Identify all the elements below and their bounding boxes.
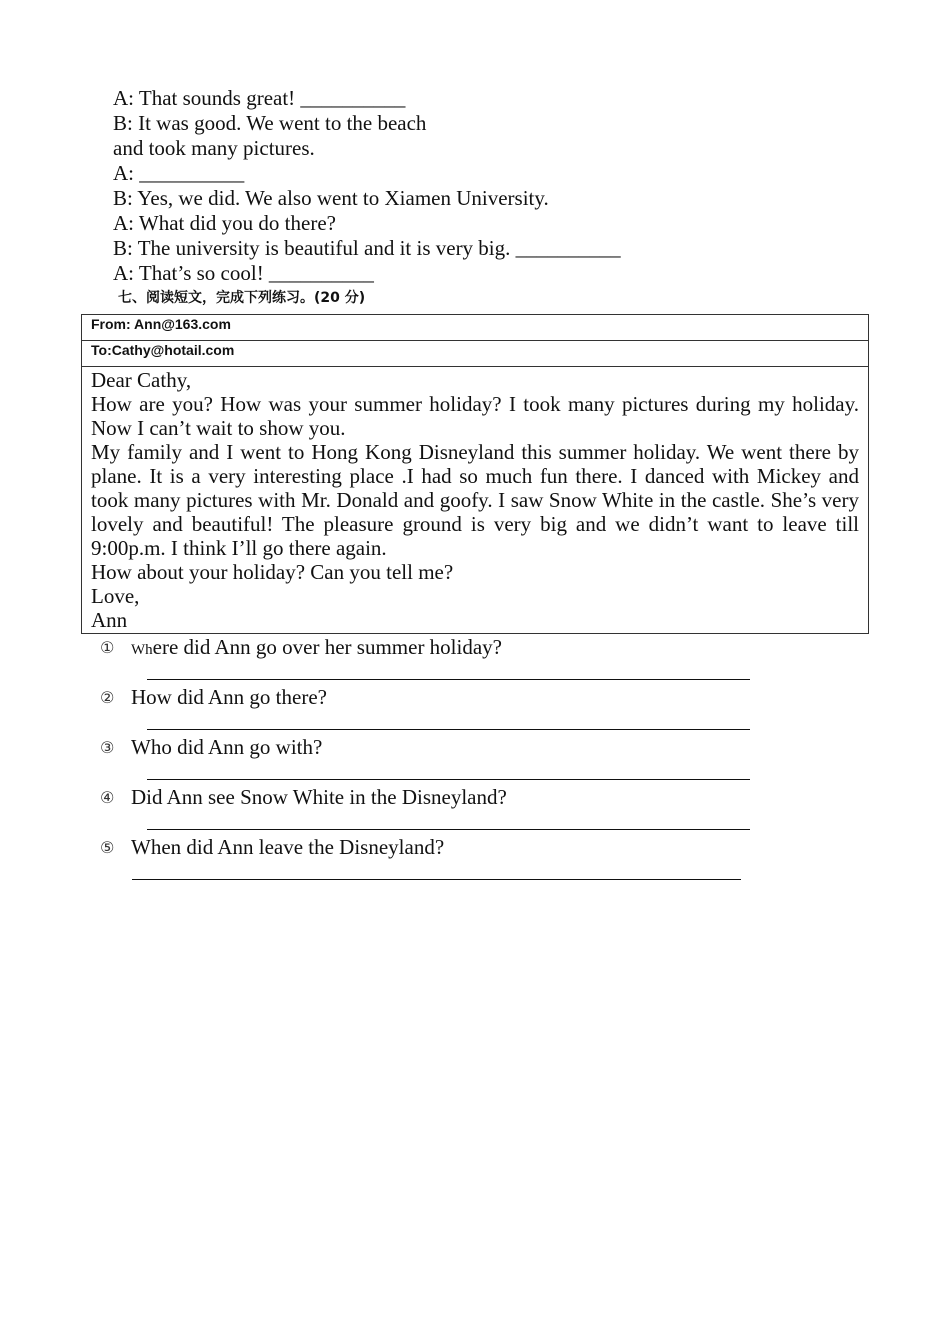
question-number: ② [100, 688, 115, 707]
answer-line[interactable] [147, 679, 750, 680]
question-item [100, 634, 800, 684]
email-paragraph: How about your holiday? Can you tell me? [91, 560, 454, 584]
question-item [100, 784, 800, 834]
question-text: Who did Ann go with? [131, 735, 323, 759]
email-box [81, 314, 869, 634]
question-number: ④ [100, 788, 115, 807]
question-number: ⑤ [100, 838, 115, 857]
email-signature: Ann [91, 608, 128, 632]
question-item [100, 684, 800, 734]
dialogue-line: A: What did you do there? [113, 211, 336, 235]
question-text: When did Ann leave the Disneyland? [131, 835, 445, 859]
answer-line[interactable] [147, 729, 750, 730]
question-item [100, 734, 800, 784]
question-number: ① [100, 638, 115, 657]
dialogue-line: B: Yes, we did. We also went to Xiamen University. [113, 186, 549, 210]
email-closing: Love, [91, 584, 140, 608]
question-text: Did Ann see Snow White in the Disneyland? [131, 785, 507, 809]
email-from: From: Ann@163.com [82, 315, 868, 341]
answer-line[interactable] [147, 779, 750, 780]
answer-line[interactable] [147, 829, 750, 830]
dialogue-line: A: __________ [113, 161, 245, 185]
question-text: How did Ann go there? [131, 685, 327, 709]
question-item [100, 834, 800, 884]
email-paragraph: My family and I went to Hong Kong Disneyland this summer holiday. We went there by plane. It is a very interesting place .I had so much fun there. I danced with Mickey and took many pictures with Mr. Donald and goofy. I saw Snow White in the castle. She’s very lovely and beautiful! The pleasure ground is very big and we didn’t want to leave till 9:00p.m. I think I’ll go there again. [91, 440, 859, 560]
question-rest: ere did Ann go over her summer holiday? [152, 635, 502, 659]
section-title: 七、阅读短文，完成下列练习。(20 分) [118, 290, 366, 306]
dialogue-line: A: That sounds great! __________ [113, 86, 406, 110]
questions-list [100, 634, 800, 884]
email-paragraph: How are you? How was your summer holiday? I took many pictures during my holiday. Now I can’t wait to show you. [91, 392, 859, 440]
answer-line[interactable] [132, 879, 741, 880]
dialogue-section [113, 86, 813, 286]
question-text [131, 634, 502, 663]
dialogue-line: A: That’s so cool! __________ [113, 261, 374, 285]
dialogue-line: and took many pictures. [113, 136, 315, 160]
email-body [82, 367, 868, 633]
dialogue-line: B: The university is beautiful and it is very big. __________ [113, 236, 621, 260]
question-number: ③ [100, 738, 115, 757]
email-greeting: Dear Cathy, [91, 368, 192, 392]
dialogue-line: B: It was good. We went to the beach [113, 111, 427, 135]
email-to: To:Cathy@hotail.com [82, 341, 868, 367]
question-lead: Wh [131, 642, 153, 658]
